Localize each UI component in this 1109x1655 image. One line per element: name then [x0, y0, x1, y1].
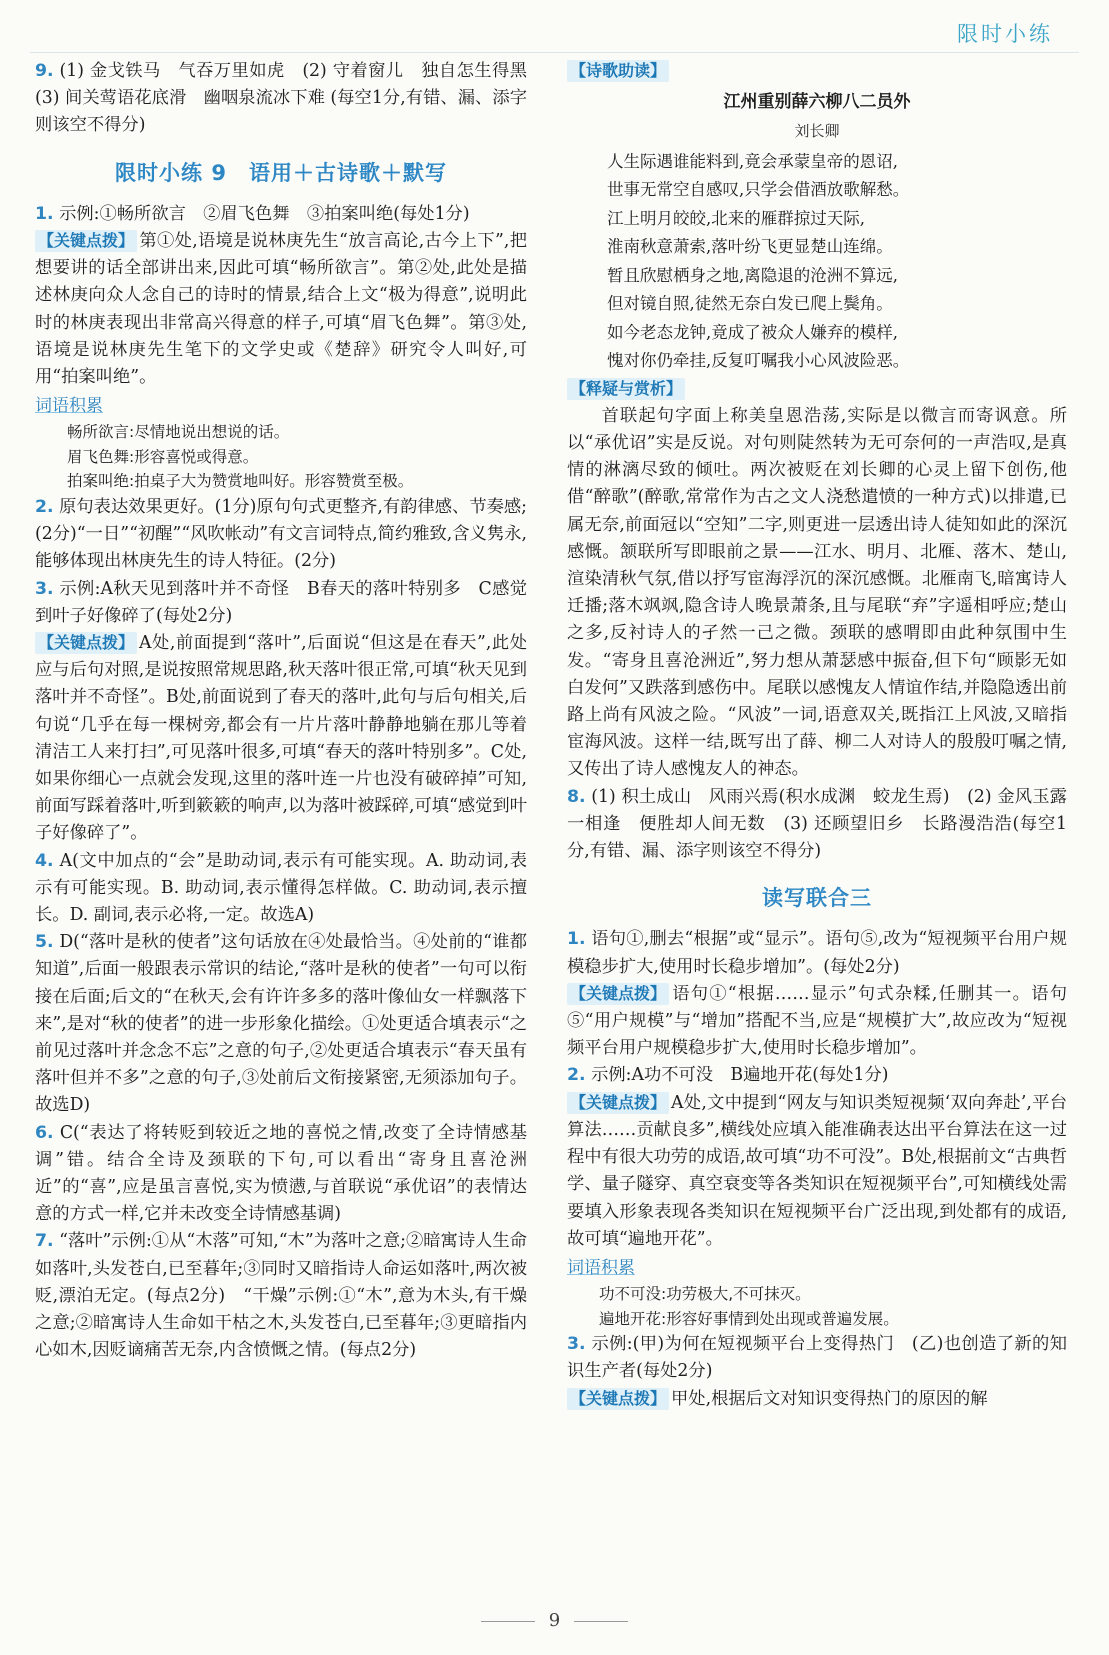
appreciation-text: 首联起句字面上称美皇恩浩荡,实际是以微言而寄讽意。所以“承优诏”实是反说。对句则陡然转为无可奈何的一声浩叹,是真情的淋漓尽致的倾吐。两次被贬在刘长卿的心灵上留下创伤,他借“醉歌”(醉歌,常常作为古之文人浇愁遣愤的一种方式)以排遣,已属无奈,前面冠以“空知”二字,则更进一层透出诗人徒知如此的深沉感慨。颔联所写即眼前之景——江水、明月、北雁、落木、楚山,渲染清秋气氛,借以抒写宦海浮沉的深沉感慨。北雁南飞,暗寓诗人迁播;落木飒飒,隐含诗人晚景萧条,且与尾联“弃”字遥相呼应;楚山之多,反衬诗人的孑然一己之微。颈联的感喟即由此种氛围中生发。“寄身且喜沧洲近”,努力想从萧瑟感中振奋,但下句“顾影无如白发何”又跌落到感伤中。尾联以感愧友人情谊作结,并隐隐透出前路上尚有风波之险。“风波”一词,语意双关,既指江上风波,又暗指宦海风波。这样一结,既写出了薛、柳二人对诗人的殷殷叮嘱之情,又传出了诗人感愧友人的神态。 [567, 405, 1067, 780]
poem-line: 但对镜自照,徒然无奈白发已爬上鬓角。 [607, 294, 893, 314]
answer-7: 7. “落叶”示例:①从“木落”可知,“木”为落叶之意;②暗寓诗人生命如落叶,头发苍白,已至暮年;③同时又暗指诗人命运如落叶,两次被贬,漂泊无定。(每点2分) “干燥”示例:①“木”,意为木头,有干燥之意;②暗寓诗人生命如干枯之木,头发苍白,已至暮年;③更暗指内心如木,因贬谪痛苦无奈,内含愤慨之情。(每点2分) [35, 1231, 527, 1361]
key-point-tag: 【关键点拨】 [567, 1388, 669, 1410]
vocab-item: 眉飞色舞:形容喜悦或得意。 [67, 447, 259, 466]
poem-line: 暂且欣慰栖身之地,离隐退的沧洲不算远, [607, 265, 898, 285]
vocab-heading: 词语积累 [567, 1257, 635, 1278]
header-divider [30, 52, 1079, 53]
poem-help-tag: 【诗歌助读】 [567, 60, 669, 82]
page-number: 9 [0, 1610, 1109, 1631]
answer-9: 9. (1) 金戈铁马 气吞万里如虎 (2) 守着窗儿 独自怎生得黑 (3) 间关莺语花底滑 幽咽泉流冰下难 (每空1分,有错、漏、添字则该空不得分) [35, 61, 545, 136]
answer-1: 1. 示例:①畅所欲言 ②眉飞色舞 ③拍案叫绝(每处1分) [35, 203, 470, 224]
poem-line: 如今老态龙钟,竟成了被众人嫌弃的模样, [607, 322, 898, 342]
vocab-item: 遍地开花:形容好事情到处出现或普遍发展。 [599, 1309, 899, 1328]
rw-analysis-3: 【关键点拨】 甲处,根据后文对知识变得热门的原因的解 [567, 1386, 1067, 1413]
key-point-tag: 【关键点拨】 [567, 983, 669, 1005]
poem-line: 愧对你仍牵挂,反复叮嘱我小心风波险恶。 [607, 351, 910, 371]
poem-line: 江上明月皎皎,北来的雁群掠过天际, [607, 208, 865, 228]
answer-8: 8. (1) 积土成山 风雨兴焉(积水成渊 蛟龙生焉) (2) 金风玉露一相逢 便胜却人间无数 (3) 还顾望旧乡 长路漫浩浩(每空1分,有错、漏、添字则该空不得分) [567, 786, 1067, 862]
right-column [567, 58, 1067, 1413]
poem-title: 江州重别薛六柳八二员外 [723, 92, 911, 113]
vocab-item: 畅所欲言:尽情地说出想说的话。 [67, 423, 290, 442]
answer-4: 4. A(文中加点的“会”是助动词,表示有可能实现。A. 助动词,表示有可能实现。B. 助动词,表示懂得怎样做。C. 助动词,表示擅长。D. 副词,表示必将,一定。故选A) [35, 850, 527, 925]
poem-line: 人生际遇谁能料到,竟会承蒙皇帝的恩诏, [607, 151, 898, 171]
key-point-tag: 【关键点拨】 [35, 230, 137, 252]
answer-3: 3. 示例:A秋天见到落叶并不奇怪 B春天的落叶特别多 C感觉到叶子好像碎了(每处2分) [35, 578, 527, 626]
vocab-list [567, 1282, 1067, 1331]
answer-6: 6. C(“表达了将转贬到较近之地的喜悦之情,改变了全诗情感基调”错。结合全诗及颈联的下句,可以看出“寄身且喜沧洲近”的“喜”,应是虽言喜悦,实为愤懑,与首联说“承优诏”的表情达意的方式一样,它并未改变全诗情感基调) [35, 1122, 527, 1225]
vocab-heading: 词语积累 [35, 396, 103, 417]
rw-answer-2: 2. 示例:A功不可没 B遍地开花(每处1分) [567, 1065, 889, 1086]
section-title-2: 读写联合三 [762, 886, 872, 911]
poem-author: 刘长卿 [794, 122, 840, 141]
rw-analysis-2: 【关键点拨】 A处,文中提到“网友与知识类短视频‘双向奔赴’,平台算法……贡献良多”,横线处应填入能准确表达出平台算法在这一过程中有很大功劳的成语,故可填“功不可没”。B处,根据前文“古典哲学、量子隧穿、真空衰变等各类知识在短视频平台”,可知横线处需要填入形象表现各类知识在短视频平台广泛出现,到处都有的成语,故可填“遍地开花”。 [567, 1092, 1067, 1249]
poem-line: 淮南秋意萧索,落叶纷飞更显楚山连绵。 [607, 237, 893, 257]
rw-answer-1: 1. 语句①,删去“根据”或“显示”。语句⑤,改为“短视频平台用户规模稳步扩大,使用时长稳步增加”。(每处2分) [567, 929, 1067, 977]
rw-analysis-1: 【关键点拨】 语句①“根据……显示”句式杂糅,任删其一。语句⑤“用户规模”与“增加”搭配不当,应是“规模扩大”,故应改为“短视频平台用户规模稳步扩大,使用时长稳步增加”。 [567, 983, 1067, 1059]
appreciation-tag: 【释疑与赏析】 [567, 378, 685, 400]
vocab-item: 拍案叫绝:拍桌子大为赞赏地叫好。形容赞赏至极。 [67, 472, 414, 491]
analysis-3: 【关键点拨】 A处,前面提到“落叶”,后面说“但这是在春天”,此处应与后句对照,是说按照常规思路,秋天落叶很正常,可填“秋天见到落叶并不奇怪”。B处,前面说到了春天的落叶,此句与后句相关,后句说“几乎在每一棵树旁,都会有一片片落叶静静地躺在那儿等着清洁工人来打扫”,可见落叶很多,可填“春天的落叶特别多”。C处,如果你细心一点就会发现,这里的落叶连一片也没有破碎掉”可知,前面写踩着落叶,听到簌簌的响声,以为落叶被踩碎,可填“感觉到叶子好像碎了”。 [35, 632, 527, 844]
analysis-1: 【关键点拨】 第①处,语境是说林庚先生“放言高论,古今上下”,把想要讲的话全部讲出来,因此可填“畅所欲言”。第②处,此处是描述林庚向众人念自己的诗时的情景,结合上文“极为得意”,说明此时的林庚表现出非常高兴得意的样子,可填“眉飞色舞”。第③处,语境是说林庚先生笔下的文学史或《楚辞》研究令人叫好,可用“拍案叫绝”。 [35, 231, 527, 388]
key-point-tag: 【关键点拨】 [567, 1092, 669, 1114]
poem-line: 世事无常空自感叹,只学会借酒放歌解愁。 [607, 180, 910, 200]
rw-answer-3: 3. 示例:(甲)为何在短视频平台上变得热门 (乙)也创造了新的知识生产者(每处2分) [567, 1334, 1068, 1382]
key-point-tag: 【关键点拨】 [35, 632, 137, 654]
answer-5: 5. D(“落叶是秋的使者”这句话放在④处最恰当。④处前的“谁都知道”,后面一般跟表示常识的结论,“落叶是秋的使者”一句可以衔接在后面;后文的“在秋天,会有许许多多的落叶像仙女一样飘落下来”,是对“秋的使者”的进一步形象化描绘。①处更适合填表示“之前见过落叶并念念不忘”之意的句子,②处更适合填表示“春天虽有落叶但并不多”之意的句子,③处前后文衔接紧密,无须添加句子。故选D) [35, 932, 527, 1116]
poem-translation [567, 148, 1067, 376]
page-header-title: 限时小练 [957, 22, 1053, 46]
section-title: 限时小练 9 语用＋古诗歌＋默写 [115, 160, 447, 185]
left-column [35, 58, 545, 1364]
vocab-item: 功不可没:功劳极大,不可抹灭。 [599, 1285, 811, 1304]
answer-2: 2. 原句表达效果更好。(1分)原句句式更整齐,有韵律感、节奏感;(2分)“一日”“初醒”“风吹帐动”有文言词特点,简约雅致,含义隽永,能够体现出林庚先生的诗人特征。(2分) [35, 496, 527, 572]
vocab-list [35, 420, 527, 494]
